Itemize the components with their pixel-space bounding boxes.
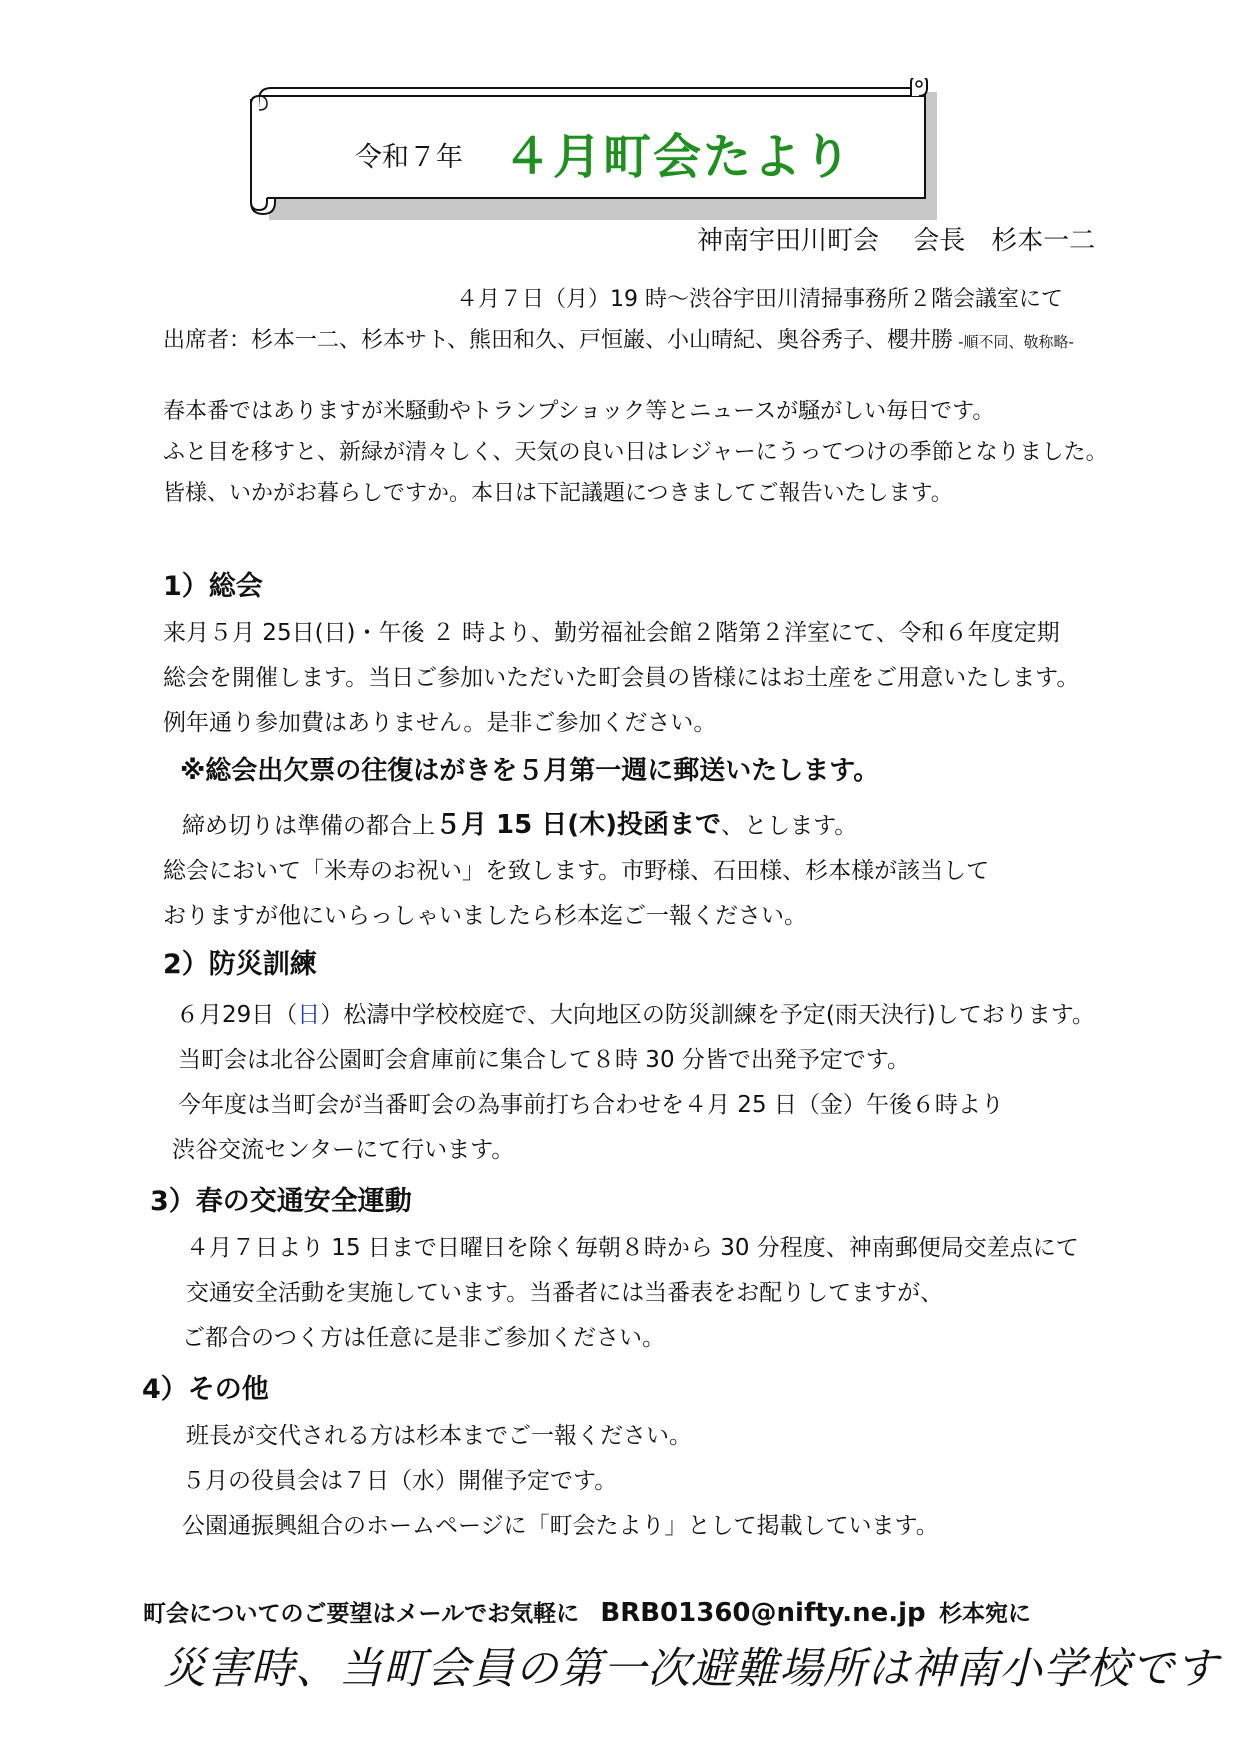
section2-line1 xyxy=(176,996,1095,1029)
section3-line: 交通安全活動を実施しています。当番者には当番表をお配りしてますが、 xyxy=(186,1280,944,1306)
attendees xyxy=(163,323,1074,354)
section4-line: ５月の役員会は７日（水）開催予定です。 xyxy=(182,1468,618,1494)
date-suffix: ）松濤中学校校庭で、大向地区の防災訓練を予定(雨天決行)しております。 xyxy=(320,1002,1095,1028)
deadline-date: ５月 15 日(木)投函まで xyxy=(435,810,722,840)
section1-line: 例年通り参加費はありません。是非ご参加ください。 xyxy=(163,710,717,736)
section2-heading: 2）防災訓練 xyxy=(163,949,317,980)
intro-line: ふと目を移すと、新緑が清々しく、天気の良い日はレジャーにうってつけの季節となりました。 xyxy=(163,440,1108,465)
day-of-week: 日 xyxy=(297,1002,321,1028)
contact-prefix: 町会についてのご要望はメールでお気軽に xyxy=(143,1601,580,1627)
banner-era: 令和７年 xyxy=(355,142,463,173)
section2-line: 当町会は北谷公園町会倉庫前に集合して８時 30 分皆で出発予定です。 xyxy=(178,1047,911,1073)
email-link[interactable]: BRB01360@nifty.ne.jp xyxy=(600,1598,926,1628)
title-banner xyxy=(245,78,945,228)
section3-line: ご都合のつく方は任意に是非ご参加ください。 xyxy=(182,1325,665,1351)
deadline-suffix: 、とします。 xyxy=(721,813,858,839)
contact-suffix: 杉本宛に xyxy=(938,1601,1031,1627)
deadline-prefix: 締め切りは準備の都合上 xyxy=(182,813,435,839)
section1-line2: おりますが他にいらっしゃいましたら杉本迄ご一報ください。 xyxy=(163,903,807,929)
section1-line: 総会を開催します。当日ご参加いただいた町会員の皆様にはお土産をご用意いたします。 xyxy=(163,665,1080,691)
signature: 神南宇田川町会 会長 杉本一二 xyxy=(697,226,1096,256)
section1-line2: 総会において「米寿のお祝い」を致します。市野様、石田様、杉本様が該当して xyxy=(163,858,990,884)
evacuation-notice: 災害時、当町会員の第一次避難場所は神南小学校です xyxy=(163,1644,1219,1694)
footer-contact xyxy=(143,1595,1031,1628)
section1-deadline xyxy=(182,804,857,841)
intro-line: 春本番ではありますが米騒動やトランプショック等とニュースが騒がしい毎日です。 xyxy=(163,399,995,424)
date-prefix: ６月29日（ xyxy=(176,1002,298,1028)
section4-line: 班長が交代される方は杉本までご一報ください。 xyxy=(186,1423,692,1449)
section4-heading: 4）その他 xyxy=(142,1374,269,1405)
intro-line: 皆様、いかがお暮らしですか。本日は下記議題につきましてご報告いたします。 xyxy=(163,481,953,506)
banner-title: ４月町会たより xyxy=(503,129,854,185)
meeting-info: ４月７日（月）19 時～渋谷宇田川清掃事務所２階会議室にて xyxy=(456,287,1063,312)
attendees-note: -順不同、敬称略- xyxy=(958,333,1074,351)
section2-line: 今年度は当町会が当番町会の為事前打ち合わせを４月 25 日（金）午後６時より xyxy=(178,1092,1004,1118)
section1-notice: ※総会出欠票の往復はがきを５月第一週に郵送いたします。 xyxy=(180,756,880,786)
section2-line: 渋谷交流センターにて行います。 xyxy=(172,1137,515,1163)
section4-line: 公園通振興組合のホームページに「町会たより」として掲載しています。 xyxy=(182,1513,939,1539)
attendees-list: 出席者：杉本一二、杉本サト、熊田和久、戸恒巌、小山晴紀、奥谷秀子、櫻井勝 xyxy=(163,328,954,353)
section1-line: 来月５月 25日(日)・午後 ２ 時より、勤労福祉会館２階第２洋室にて、令和６年度定期 xyxy=(163,620,1060,646)
section3-heading: 3）春の交通安全運動 xyxy=(150,1186,412,1217)
section3-line: ４月７日より 15 日まで日曜日を除く毎朝８時から 30 分程度、神南郵便局交差点にて xyxy=(186,1235,1079,1261)
section1-heading: 1）総会 xyxy=(163,571,263,602)
